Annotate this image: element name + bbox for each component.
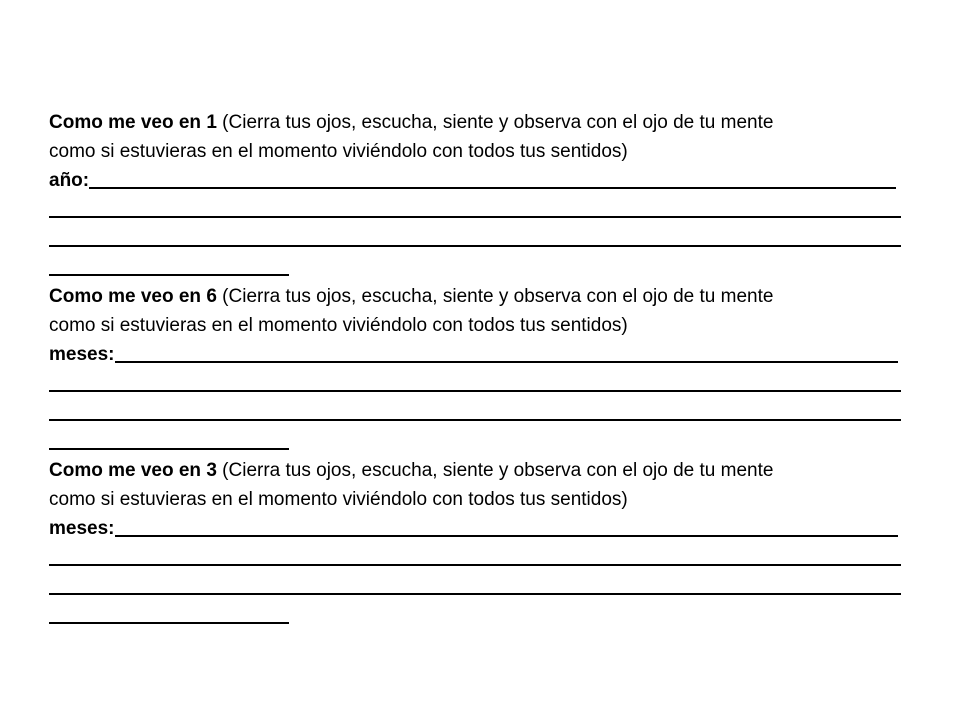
section-3-label: meses: [49, 518, 115, 539]
section-1-instruction-cont: como si estuvieras en el momento viviéndolo con todos tus sentidos) [49, 141, 628, 162]
worksheet [49, 108, 901, 630]
section-1-answer-line-2[interactable] [49, 195, 901, 224]
section-2-instruction-cont: como si estuvieras en el momento viviéndolo con todos tus sentidos) [49, 315, 628, 336]
section-2-answer-line[interactable] [115, 361, 898, 363]
section-2-answer-row [49, 340, 901, 369]
section-2-title: Como me veo en 6 [49, 286, 217, 307]
section-2 [49, 282, 901, 456]
section-1-answer-line-3[interactable] [49, 224, 901, 253]
section-2-label: meses: [49, 344, 115, 365]
section-3 [49, 456, 901, 630]
section-1-answer-line-4[interactable] [49, 253, 901, 282]
section-3-answer-row [49, 514, 901, 543]
section-2-heading [49, 282, 901, 311]
section-2-answer-line-3[interactable] [49, 398, 901, 427]
section-2-instruction: (Cierra tus ojos, escucha, siente y observa con el ojo de tu mente [216, 286, 774, 307]
section-1-answer-line[interactable] [89, 187, 896, 189]
section-2-answer-line-2[interactable] [49, 369, 901, 398]
section-1 [49, 108, 901, 282]
section-3-answer-line[interactable] [115, 535, 898, 537]
section-3-title: Como me veo en 3 [49, 460, 217, 481]
section-1-title: Como me veo en 1 [49, 112, 217, 133]
section-3-answer-line-2[interactable] [49, 543, 901, 572]
section-1-answer-row [49, 166, 901, 195]
section-2-answer-line-4[interactable] [49, 427, 901, 456]
section-3-instruction: (Cierra tus ojos, escucha, siente y observa con el ojo de tu mente [216, 460, 774, 481]
section-3-heading [49, 456, 901, 485]
section-1-heading [49, 108, 901, 137]
section-3-answer-line-4[interactable] [49, 601, 901, 630]
section-1-instruction: (Cierra tus ojos, escucha, siente y observa con el ojo de tu mente [216, 112, 774, 133]
section-1-label: año: [49, 170, 90, 191]
section-3-instruction-cont: como si estuvieras en el momento viviéndolo con todos tus sentidos) [49, 489, 628, 510]
section-3-answer-line-3[interactable] [49, 572, 901, 601]
